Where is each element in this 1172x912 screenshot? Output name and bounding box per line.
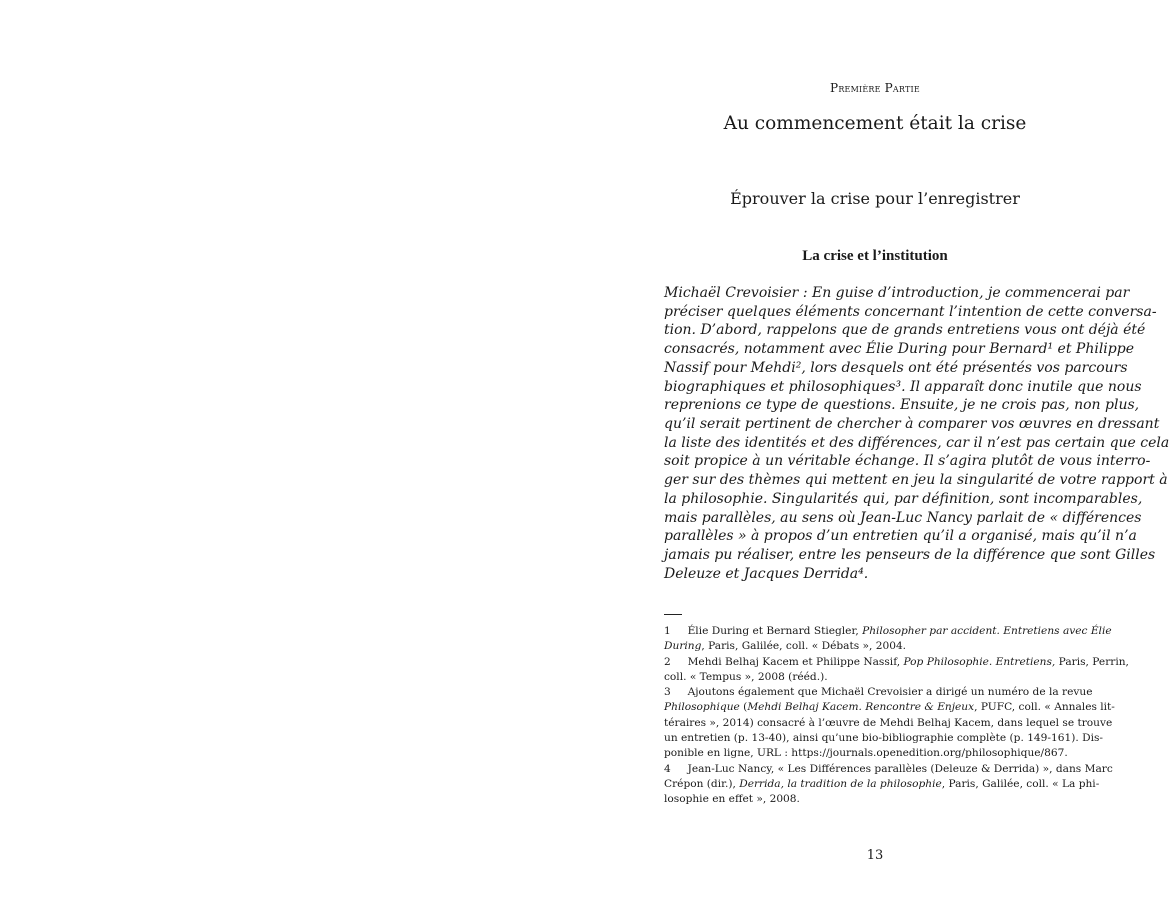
footnote-title: Pop Philosophie. Entretiens, bbox=[903, 655, 1056, 668]
footnote-text: ponible en ligne, URL : https://journals.openedition.org/philosophique/867. bbox=[664, 747, 1068, 760]
footnote-line bbox=[664, 762, 1113, 777]
part-heading: Première Partie bbox=[830, 81, 920, 95]
body-line: la liste des identités et des différences, car il n’est pas certain que cela bbox=[664, 434, 1170, 451]
chapter-title: Au commencement était la crise bbox=[723, 113, 1027, 134]
body-line: préciser quelques éléments concernant l’intention de cette conversa- bbox=[664, 303, 1157, 320]
footnote-text: , Paris, Galilée, coll. « La phi- bbox=[941, 777, 1100, 790]
footnotes bbox=[664, 624, 1129, 808]
footnote-line bbox=[664, 670, 1086, 685]
footnote-text: , PUFC, coll. « Annales lit- bbox=[974, 701, 1115, 714]
footnote-title: Derrida, la tradition de la philosophie bbox=[739, 777, 942, 790]
body-line: la philosophie. Singularités qui, par définition, sont incomparables, bbox=[664, 490, 1143, 507]
footnote-text: 2 Mehdi Belhaj Kacem et Philippe Nassif, bbox=[664, 655, 904, 668]
footnote-text: 1 Élie During et Bernard Stiegler, bbox=[664, 625, 863, 637]
page-number: 13 bbox=[866, 848, 884, 863]
body-line: consacrés, notamment avec Élie During pour Bernard¹ et Philippe bbox=[664, 341, 1134, 358]
footnote-line bbox=[664, 746, 1086, 761]
footnote-title: Philosopher par accident. Entretiens avec Élie bbox=[862, 625, 1112, 637]
body-line: Nassif pour Mehdi², lors desquels ont été présentés vos parcours bbox=[664, 359, 1128, 376]
body-line: ger sur des thèmes qui mettent en jeu la singularité de votre rapport à bbox=[664, 472, 1168, 489]
footnote-title: During bbox=[664, 640, 702, 653]
section-heading: La crise et l’institution bbox=[802, 248, 948, 264]
body-line: mais parallèles, au sens où Jean-Luc Nancy parlait de « différences bbox=[664, 509, 1142, 526]
book-page bbox=[664, 0, 1170, 912]
body-line: jamais pu réaliser, entre les penseurs de la différence que sont Gilles bbox=[664, 547, 1156, 564]
footnote-text: Crépon (dir.), bbox=[664, 777, 740, 790]
footnote-line bbox=[664, 655, 1129, 670]
footnote-title: Mehdi Belhaj Kacem. Rencontre & Enjeux bbox=[747, 701, 975, 714]
footnote-line bbox=[664, 731, 1103, 746]
footnote-line bbox=[664, 639, 1086, 654]
footnote-text: , Paris, Galilée, coll. « Débats », 2004. bbox=[701, 640, 907, 653]
footnote-text: ( bbox=[739, 701, 748, 714]
body-line: qu’il serait pertinent de chercher à comparer vos œuvres en dressant bbox=[664, 416, 1160, 433]
chapter-subtitle: Éprouver la crise pour l’enregistrer bbox=[730, 189, 1020, 208]
footnote-text: coll. « Tempus », 2008 (rééd.). bbox=[664, 670, 828, 683]
footnote-text: Paris, Perrin, bbox=[1055, 655, 1129, 668]
body-line: parallèles » à propos d’un entretien qu’il a organisé, mais qu’il n’a bbox=[664, 528, 1137, 545]
footnote-line bbox=[664, 685, 1093, 700]
footnote-line bbox=[664, 624, 1112, 639]
footnote-line bbox=[664, 700, 1115, 715]
footnote-line bbox=[664, 792, 1086, 807]
body-line: soit propice à un véritable échange. Il s’agira plutôt de vous interro- bbox=[664, 453, 1151, 470]
footnote-text: 3 Ajoutons également que Michaël Crevoisier a dirigé un numéro de la revue bbox=[664, 686, 1093, 699]
body-text bbox=[664, 284, 1170, 584]
footnote-line bbox=[664, 777, 1100, 792]
body-line: biographiques et philosophiques³. Il apparaît donc inutile que nous bbox=[664, 378, 1142, 395]
body-line: tion. D’abord, rappelons que de grands entretiens vous ont déjà été bbox=[664, 322, 1146, 339]
footnote-text: téraires », 2014) consacré à l’œuvre de Mehdi Belhaj Kacem, dans lequel se trouve bbox=[664, 716, 1113, 729]
footnote-text: un entretien (p. 13-40), ainsi qu’une bio-bibliographie complète (p. 149-161). Dis- bbox=[664, 732, 1103, 745]
body-line: Deleuze et Jacques Derrida⁴. bbox=[664, 565, 869, 582]
footnote-text: losophie en effet », 2008. bbox=[664, 793, 800, 806]
footnote-title: Philosophique bbox=[664, 701, 740, 714]
body-line: Michaël Crevoisier : En guise d’introduction, je commencerai par bbox=[664, 285, 1130, 301]
footnote-rule bbox=[664, 614, 682, 615]
body-line: reprenions ce type de questions. Ensuite, je ne crois pas, non plus, bbox=[664, 397, 1140, 414]
footnote-line bbox=[664, 716, 1113, 731]
footnote-text: 4 Jean-Luc Nancy, « Les Différences parallèles (Deleuze & Derrida) », dans Marc bbox=[664, 762, 1113, 775]
